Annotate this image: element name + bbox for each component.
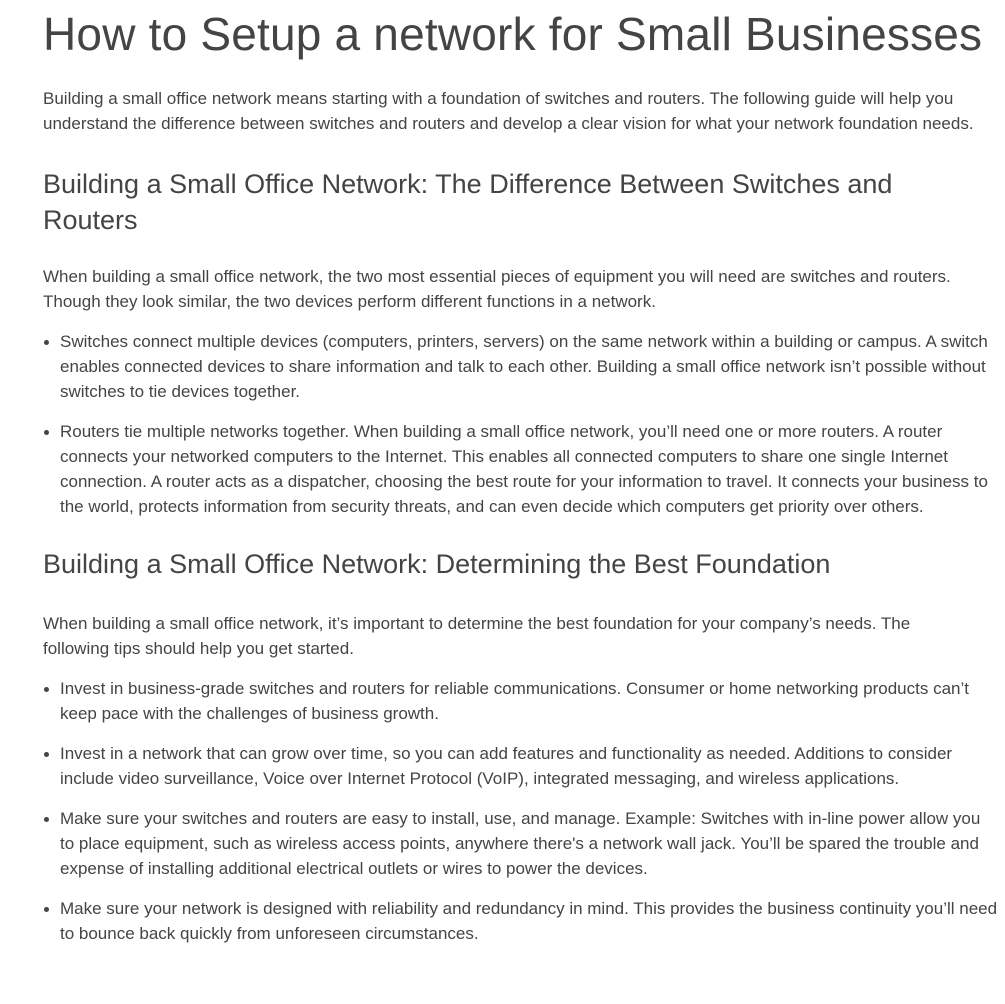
list-item [43, 896, 998, 946]
bullet-icon [44, 907, 49, 912]
bullet-icon [44, 817, 49, 822]
list-item [43, 806, 998, 881]
list-item-text: Invest in business-grade switches and routers for reliable communications. Consumer or home networking products can’t keep pace with the challenges of business growth. [60, 678, 969, 723]
section-heading-best-foundation: Building a Small Office Network: Determining the Best Foundation [43, 549, 831, 579]
list-item [43, 741, 998, 791]
bullet-list-best-foundation [43, 676, 1005, 946]
bullet-icon [44, 340, 49, 345]
list-item-text: Routers tie multiple networks together. When building a small office network, you’ll need one or more routers. A router connects your networked computers to the Internet. This enables all connected computers to share one single Internet connection. A router acts as a dispatcher, choosing the best route for your information to travel. It connects your business to the world, protects information from security threats, and can even decide which computers get priority over others. [60, 422, 988, 516]
bullet-list-switches-routers [43, 329, 1005, 519]
bullet-icon [44, 687, 49, 692]
bullet-icon [44, 430, 49, 435]
list-item-text: Invest in a network that can grow over time, so you can add features and functionality as needed. Additions to consider include video surveillance, Voice over Internet Protocol (VoIP), integrated messaging, and wireless applications. [60, 743, 953, 788]
section-paragraph-best-foundation: When building a small office network, it’s important to determine the best foundation for your company’s needs. The following tips should help you get started. [43, 613, 911, 658]
list-item [43, 676, 998, 726]
list-item-text: Switches connect multiple devices (computers, printers, servers) on the same network within a building or campus. A switch enables connected devices to share information and talk to each other. Building a small office network isn’t possible without switches to tie devices together. [60, 332, 988, 401]
intro-paragraph: Building a small office network means starting with a foundation of switches and routers. The following guide will help you understand the difference between switches and routers and develop a clear vision for what your network foundation needs. [43, 89, 974, 133]
bullet-icon [44, 752, 49, 757]
section-paragraph-switches-routers: When building a small office network, the two most essential pieces of equipment you will need are switches and routers. Though they look similar, the two devices perform different functions in a network. [43, 267, 951, 311]
section-heading-switches-routers: Building a Small Office Network: The Difference Between Switches and Routers [43, 169, 893, 235]
list-item [43, 329, 998, 404]
list-item-text: Make sure your switches and routers are easy to install, use, and manage. Example: Switches with in-line power allow you to place equipment, such as wireless access points, anywhere there's a network wall jack. You’ll be spared the trouble and expense of installing additional electrical outlets or wires to power the devices. [60, 808, 981, 878]
page-title: How to Setup a network for Small Businesses [43, 8, 983, 60]
list-item [43, 419, 998, 519]
list-item-text: Make sure your network is designed with reliability and redundancy in mind. This provides the business continuity you’ll need to bounce back quickly from unforeseen circumstances. [60, 898, 998, 943]
